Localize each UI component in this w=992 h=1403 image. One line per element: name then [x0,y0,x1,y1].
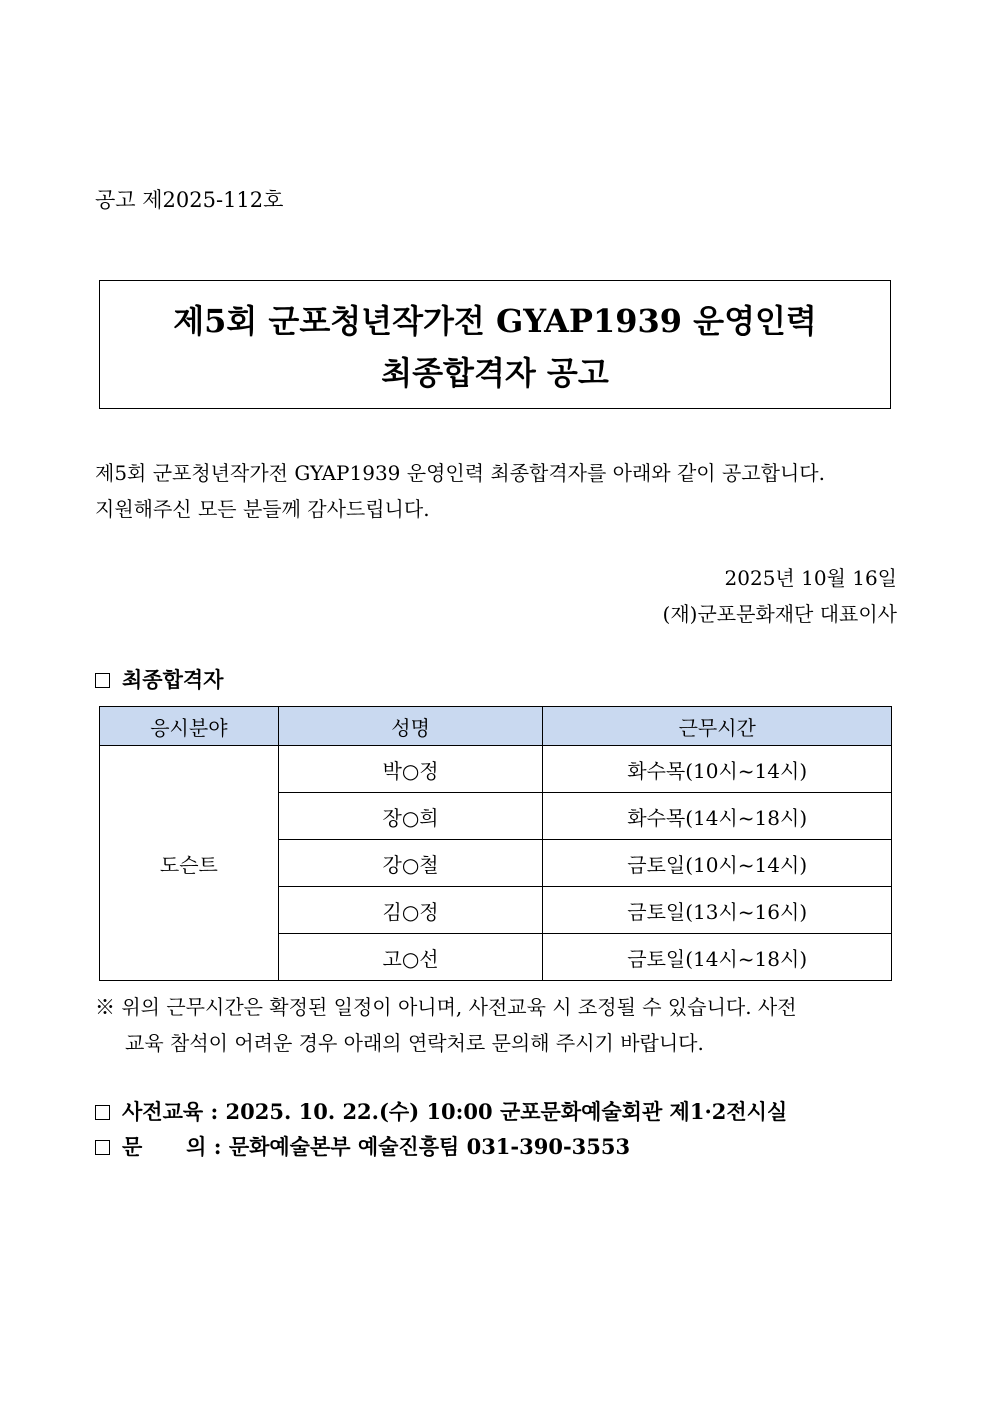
inquiry-info [95,1131,630,1161]
pre-training-value: 2025. 10. 22.(수) 10:00 군포문화예술회관 제1·2전시실 [225,1099,788,1124]
intro-line-1: 제5회 군포청년작가전 GYAP1939 운영인력 최종합격자를 아래와 같이 공고합니다. [95,461,825,485]
intro-line-2: 지원해주신 모든 분들께 감사드립니다. [95,497,430,521]
intro-paragraph [95,455,895,527]
inquiry-label: 문 의 : [122,1134,229,1159]
field-cell: 도슨트 [100,746,279,981]
hours-cell: 금토일(13시~16시) [543,887,892,934]
name-cell: 장○희 [278,793,543,840]
notice-number: 공고 제2025-112호 [95,188,284,212]
pre-training-info [95,1096,787,1126]
header-name: 성명 [278,707,543,746]
hours-cell: 금토일(10시~14시) [543,840,892,887]
checkbox-square-icon [95,1140,110,1155]
pre-training-label: 사전교육 : [122,1099,226,1124]
hours-cell: 화수목(10시~14시) [543,746,892,793]
checkbox-square-icon [95,673,110,688]
section-heading [95,664,223,694]
title-box [99,280,891,409]
hours-cell: 화수목(14시~18시) [543,793,892,840]
header-hours: 근무시간 [543,707,892,746]
name-cell: 강○철 [278,840,543,887]
table-row [100,746,892,793]
hours-cell: 금토일(14시~18시) [543,934,892,981]
inquiry-value: 문화예술본부 예술진흥팀 031-390-3553 [228,1134,631,1159]
header-field: 응시분야 [100,707,279,746]
date-block [663,560,897,632]
table-header-row [100,707,892,746]
name-cell: 박○정 [278,746,543,793]
name-cell: 고○선 [278,934,543,981]
title-line-2: 최종합격자 공고 [381,354,609,392]
note-line-1: ※ 위의 근무시간은 확정된 일정이 아니며, 사전교육 시 조정될 수 있습니다. 사전 [95,995,797,1019]
title-line-1: 제5회 군포청년작가전 GYAP1939 운영인력 [173,302,817,340]
name-cell: 김○정 [278,887,543,934]
issue-date: 2025년 10월 16일 [724,566,897,590]
checkbox-square-icon [95,1105,110,1120]
note-line-2: 교육 참석이 어려운 경우 아래의 연락처로 문의해 주시기 바랍니다. [125,1031,704,1055]
schedule-note [95,989,895,1061]
issuer: (재)군포문화재단 대표이사 [662,602,897,626]
section-heading-label: 최종합격자 [122,667,224,692]
result-table [99,706,892,981]
